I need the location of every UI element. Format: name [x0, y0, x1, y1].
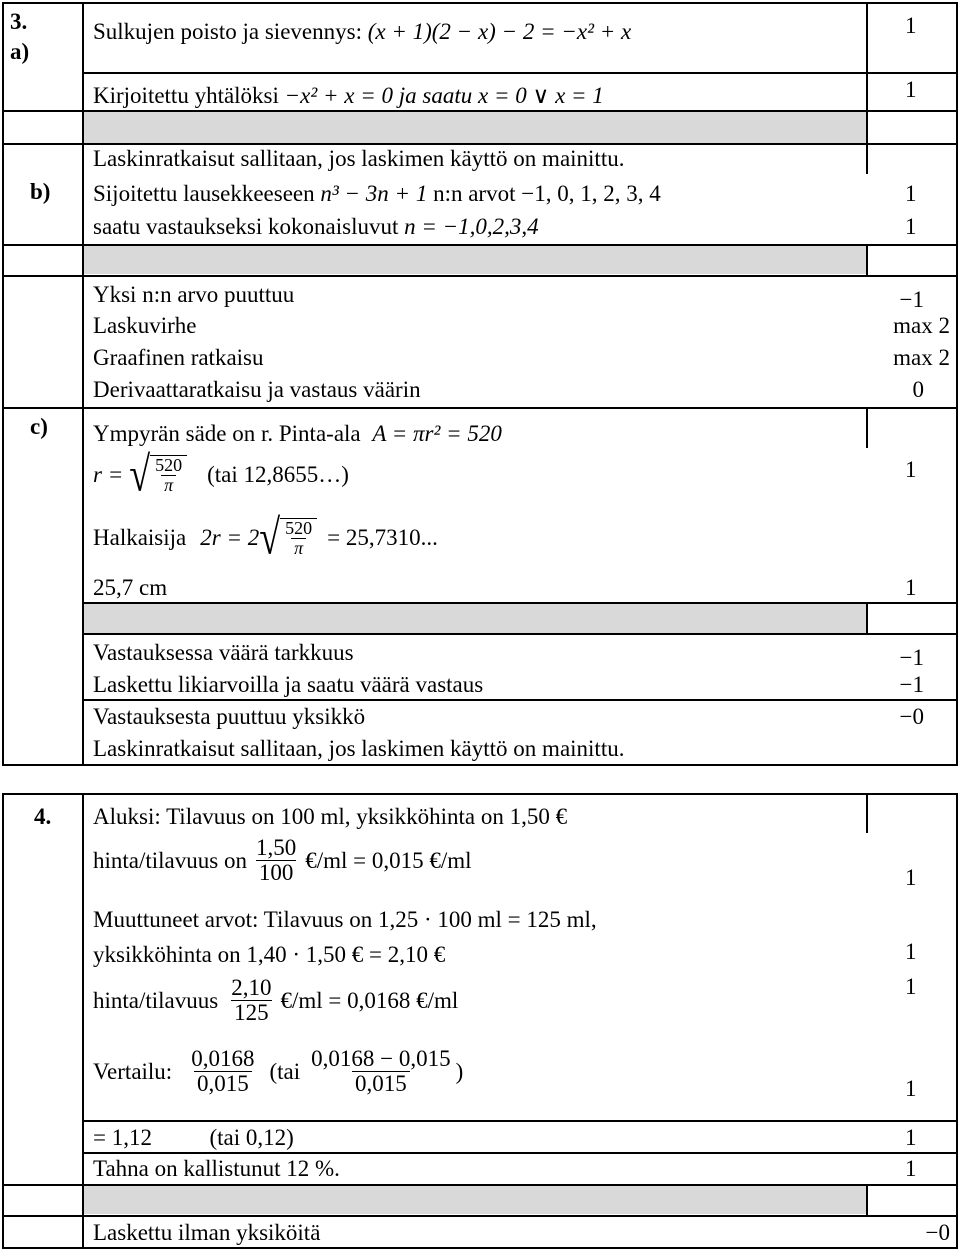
c2-line	[93, 447, 349, 503]
b-deduction-text: Graafinen ratkaisu	[93, 345, 264, 370]
t4-l6-mid: (tai	[269, 1059, 301, 1085]
part-label-c: c)	[30, 414, 48, 439]
c1-text: Ympyrän säde on r. Pinta-ala	[93, 421, 361, 446]
b2-line	[93, 215, 539, 238]
c3-lhs: 2r = 2	[200, 525, 260, 551]
t4-line2	[93, 836, 472, 885]
c3-text: Halkaisija	[93, 525, 187, 551]
t4-l5-points: 1	[905, 974, 917, 999]
b-deduction-points: 0	[912, 377, 924, 402]
b2-formula: n = −1,0,2,3,4	[404, 214, 539, 239]
b2-text: saatu vastaukseksi kokonaisluvut	[93, 214, 399, 239]
gray-row	[84, 111, 866, 143]
t4-l5-text: hinta/tilavuus	[93, 988, 219, 1014]
t4-l2-text: hinta/tilavuus on	[93, 848, 247, 874]
c3-numerator: 520	[285, 518, 313, 538]
a1-formula: (x + 1)(2 − x) − 2 = −x² + x	[367, 19, 632, 44]
a-note: Laskinratkaisut sallitaan, jos laskimen käyttö on mainittu.	[93, 146, 625, 171]
task-number: 3.	[10, 9, 28, 34]
t4-l4-points: 1	[905, 939, 917, 964]
a2-formula: −x² + x = 0 ja saatu x = 0 ∨ x = 1	[284, 83, 604, 108]
t4-l6-points: 1	[905, 1076, 917, 1101]
gray-row	[84, 1185, 866, 1214]
t4-l5-numerator: 2,10	[231, 975, 272, 1000]
c4-points: 1	[905, 575, 917, 600]
t4-line7: = 1,12 (tai 0,12)	[93, 1125, 294, 1150]
c-deduction-points: −1	[899, 645, 924, 670]
t4-line6	[93, 1047, 463, 1096]
c12-points: 1	[905, 457, 917, 482]
t4-l6-numerator2: 0,0168 − 0,015	[311, 1046, 451, 1071]
t4-l6-denominator2: 0,015	[352, 1071, 410, 1096]
c1-formula: A = πr² = 520	[372, 421, 502, 446]
t4-l6-numerator: 0,0168	[191, 1046, 255, 1071]
c2-lhs: r =	[93, 462, 124, 488]
b-deduction-points: max 2	[893, 345, 950, 370]
task-number: 4.	[34, 804, 52, 829]
b-deduction-text: Derivaattaratkaisu ja vastaus väärin	[93, 377, 421, 402]
t4-l6-denominator: 0,015	[194, 1071, 252, 1096]
t4-l7-points: 1	[905, 1125, 917, 1150]
c3-denominator: π	[291, 538, 306, 558]
a1-text: Sulkujen poisto ja sievennys:	[93, 19, 362, 44]
part-label-b: b)	[30, 179, 51, 204]
c-deduction-text: Laskettu likiarvoilla ja saatu väärä vastaus	[93, 672, 484, 697]
c-deduction-points: −0	[899, 704, 924, 729]
sqrt-expression: √ $\frac{520}{\pi}$	[259, 518, 317, 558]
b1-formula: n³ − 3n + 1	[320, 181, 428, 206]
c3-result: = 25,7310...	[327, 525, 438, 551]
b2-points: 1	[905, 214, 917, 239]
t4-l9-points: −0	[925, 1220, 950, 1245]
sqrt-expression: √ $\frac{520}{\pi}$	[129, 455, 187, 495]
t4-line9: Laskettu ilman yksiköitä	[93, 1220, 321, 1245]
b1-line	[93, 182, 661, 205]
b-deduction-points: max 2	[893, 313, 950, 338]
t4-l2-numerator: 1,50	[255, 835, 297, 860]
t4-l5-suffix: €/ml = 0,0168 €/ml	[280, 988, 459, 1014]
b-deduction-text: Yksi n:n arvo puuttuu	[93, 282, 295, 307]
b-deduction-text: Laskuvirhe	[93, 313, 197, 338]
c-deduction-points: −1	[899, 672, 924, 697]
t4-line5	[93, 976, 458, 1025]
t4-line3: Muuttuneet arvot: Tilavuus on 1,25 · 100 ml = 125 ml,	[93, 907, 597, 932]
c2-suffix: (tai 12,8655…)	[207, 462, 349, 488]
c2-numerator: 520	[155, 455, 183, 475]
t4-l2-suffix: €/ml = 0,015 €/ml	[305, 848, 472, 874]
t4-l6-text: Vertailu:	[93, 1059, 173, 1085]
a1-points: 1	[905, 13, 917, 38]
c-deduction-text: Laskinratkaisut sallitaan, jos laskimen käyttö on mainittu.	[93, 736, 625, 761]
c-deduction-text: Vastauksesta puuttuu yksikkö	[93, 704, 366, 729]
b1-suffix: n:n arvot −1, 0, 1, 2, 3, 4	[433, 181, 661, 206]
gray-row	[84, 245, 866, 274]
t4-l2-denominator: 100	[256, 860, 297, 885]
t4-line4: yksikköhinta on 1,40 · 1,50 € = 2,10 €	[93, 942, 446, 967]
a1-line	[93, 20, 631, 43]
t4-l8-points: 1	[905, 1156, 917, 1181]
b-deduction-points: −1	[899, 287, 924, 312]
b1-text: Sijoitettu lausekkeeseen	[93, 181, 315, 206]
part-label-a: a)	[10, 39, 30, 64]
b1-points: 1	[905, 181, 917, 206]
a2-text: Kirjoitettu yhtälöksi	[93, 83, 279, 108]
t4-line1: Aluksi: Tilavuus on 100 ml, yksikköhinta on 1,50 €	[93, 804, 568, 829]
a2-points: 1	[905, 77, 917, 102]
c4-line: 25,7 cm	[93, 575, 168, 600]
t4-l5-denominator: 125	[231, 1000, 272, 1025]
t4-l2-points: 1	[905, 865, 917, 890]
c2-denominator: π	[161, 475, 176, 495]
gray-row	[84, 603, 866, 633]
c1-line	[93, 422, 502, 445]
t4-l6-end: )	[455, 1059, 464, 1085]
c-deduction-text: Vastauksessa väärä tarkkuus	[93, 640, 354, 665]
t4-line8: Tahna on kallistunut 12 %.	[93, 1156, 340, 1181]
c3-line	[93, 510, 438, 566]
a2-line	[93, 84, 604, 107]
